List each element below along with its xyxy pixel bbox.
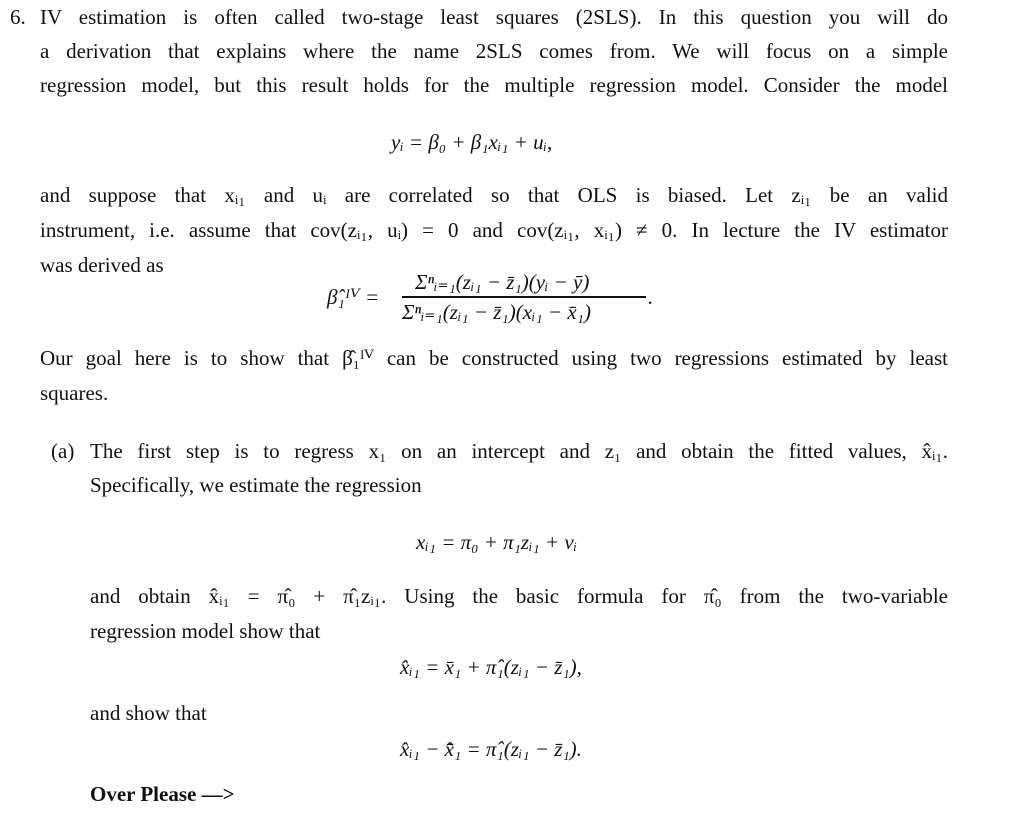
suppose-line-1: and suppose that xᵢ₁ and uᵢ are correlated so that OLS is biased. Let zᵢ₁ be an valid — [40, 183, 948, 207]
iv-estimator-numerator: Σⁿᵢ₌₁(zᵢ₁ − z̄₁)(yᵢ − ȳ) — [415, 270, 590, 294]
intro-line-1: IV estimation is often called two-stage least squares (2SLS). In this question you will do — [40, 5, 948, 29]
over-please-note: Over Please —> — [90, 782, 235, 806]
deviation-equation: x̂ᵢ₁ − x̂̄₁ = π̂₁(zᵢ₁ − z̄₁). — [400, 737, 582, 761]
regression-equation: xᵢ₁ = π₀ + π₁zᵢ₁ + vᵢ — [416, 530, 578, 554]
and-show-that: and show that — [90, 701, 207, 725]
obtain-line-1: and obtain x̂ᵢ₁ = π̂₀ + π̂₁zᵢ₁. Using the basic formula for π̂₀ from the two-variable — [90, 584, 948, 608]
fitted-equation: x̂ᵢ₁ = x̄₁ + π̂₁(zᵢ₁ − z̄₁), — [400, 655, 582, 679]
part-a-label: (a) — [51, 439, 75, 463]
iv-estimator-trailing-period: . — [648, 285, 654, 309]
model-equation: yᵢ = β₀ + β₁xᵢ₁ + uᵢ, — [391, 130, 553, 154]
part-a-line-1: The first step is to regress x₁ on an intercept and z₁ and obtain the fitted values, x̂ᵢ₁. — [90, 439, 948, 463]
problem-number: 6. — [10, 5, 26, 29]
part-a-line-2: Specifically, we estimate the regression — [90, 473, 422, 497]
iv-estimator-denominator: Σⁿᵢ₌₁(zᵢ₁ − z̄₁)(xᵢ₁ − x̄₁) — [402, 300, 591, 324]
suppose-line-3: was derived as — [40, 253, 164, 277]
intro-line-2: a derivation that explains where the name 2SLS comes from. We will focus on a simple — [40, 39, 948, 63]
iv-estimator-lhs: β̂₁ᴵⱽ = — [327, 285, 380, 309]
intro-line-3: regression model, but this result holds for the multiple regression model. Consider the model — [40, 73, 948, 97]
goal-line-2: squares. — [40, 381, 109, 405]
goal-line-1: Our goal here is to show that β̂₁ᴵⱽ can be constructed using two regressions estimated by least — [40, 346, 948, 370]
suppose-line-2: instrument, i.e. assume that cov(zᵢ₁, uᵢ) = 0 and cov(zᵢ₁, xᵢ₁) ≠ 0. In lecture the IV estimator — [40, 218, 948, 242]
iv-estimator-fraction-bar — [402, 296, 646, 298]
obtain-line-2: regression model show that — [90, 619, 321, 643]
